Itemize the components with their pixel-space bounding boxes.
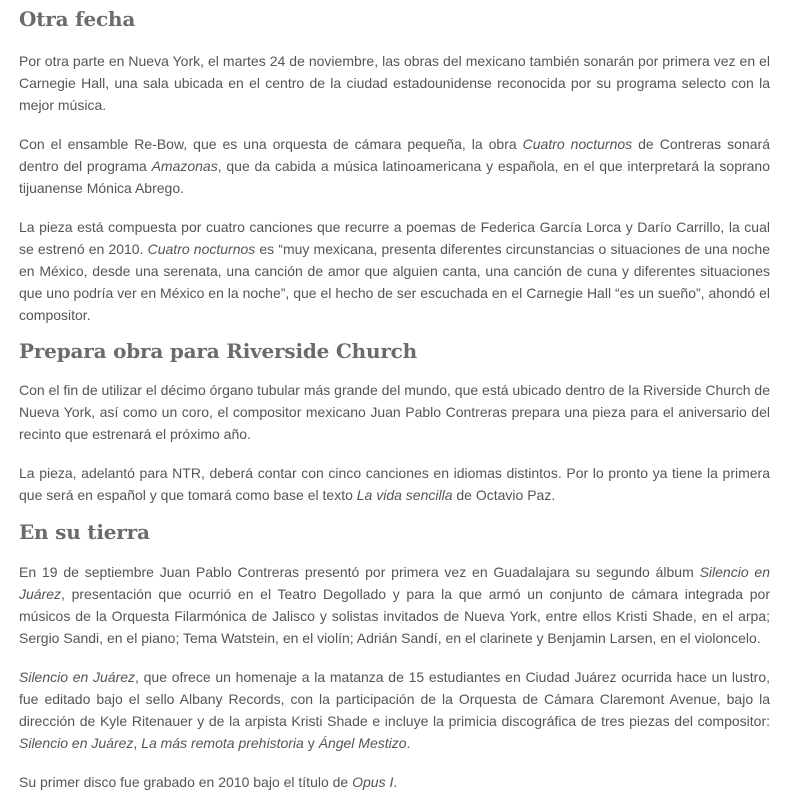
text-run: .	[393, 774, 398, 790]
italic-title: Amazonas	[151, 158, 218, 174]
paragraph	[19, 666, 770, 754]
italic-title: Cuatro nocturnos	[522, 136, 633, 152]
italic-title: La vida sencilla	[356, 487, 453, 503]
text-run: de Octavio Paz.	[452, 487, 556, 503]
text-run: Con el ensamble Re-Bow, que es una orquesta de cámara pequeña, la obra	[19, 136, 523, 152]
text-run: ,	[133, 735, 142, 751]
paragraph	[19, 50, 770, 116]
text-run: , que ofrece un homenaje a la matanza de 15 estudiantes en Ciudad Juárez ocurrida hace un lustro, fue editado bajo el sello Albany Records, con la participación de la Orquesta de Cámara Claremont Avenue, bajo la dirección de Kyle Ritenauer y de la arpista Kristi Shade e incluye la primicia discográfica de tres piezas del compositor:	[19, 669, 770, 729]
italic-title: Silencio en Juárez	[19, 564, 770, 602]
text-run: La pieza está compuesta por cuatro canciones que recurre a poemas de Federica García Lorca y Darío Carrillo, la cual se estrenó en 2010.	[19, 219, 770, 257]
text-run: Por otra parte en Nueva York, el martes 24 de noviembre, las obras del mexicano también sonarán por primera vez en el Carnegie Hall, una sala ubicada en el centro de la ciudad estadounidense reconocida por su programa selecto con la mejor música.	[19, 53, 770, 113]
italic-title: Opus I	[352, 774, 394, 790]
text-run: Su primer disco fue grabado en 2010 bajo el título de	[19, 774, 353, 790]
text-run: .	[406, 735, 411, 751]
paragraph	[19, 216, 770, 326]
text-run: de Contreras sonará dentro del programa	[19, 136, 770, 174]
text-run: , que da cabida a música latinoamericana y española, en el que interpretará la soprano tijuanense Mónica Abrego.	[19, 158, 771, 196]
section-heading: En su tierra	[19, 520, 150, 544]
italic-title: Silencio en Juárez	[19, 669, 136, 685]
italic-title: Silencio en Juárez	[19, 735, 134, 751]
article-body	[19, 0, 770, 793]
section-heading: Prepara obra para Riverside Church	[19, 339, 417, 363]
text-run: , presentación que ocurrió en el Teatro Degollado y para la que armó un conjunto de cámara integrada por músicos de la Orquesta Filarmónica de Jalisco y solistas invitados de Nueva York, entre ellos Kristi Shade, en el arpa; Sergio Sandi, en el piano; Tema Watstein, en el violín; Adrián Sandí, en el clarinete y Benjamin Larsen, en el violoncelo.	[19, 586, 770, 646]
italic-title: Cuatro nocturnos	[147, 241, 256, 257]
text-run: En 19 de septiembre Juan Pablo Contreras presentó por primera vez en Guadalajara su segundo álbum	[19, 564, 700, 580]
section-heading: Otra fecha	[19, 7, 136, 31]
paragraph	[19, 133, 770, 199]
paragraph	[19, 561, 770, 649]
text-run: y	[303, 735, 319, 751]
text-run: es “muy mexicana, presenta diferentes circunstancias o situaciones de una noche en México, desde una serenata, una canción de amor que alguien canta, una canción de cuna y diferentes situaciones que uno podría ver en México en la noche”, que el hecho de ser escuchada en el Carnegie Hall “es un sueño”, ahondó el compositor.	[19, 241, 770, 323]
italic-title: Ángel Mestizo	[318, 735, 407, 751]
paragraph	[19, 462, 770, 506]
text-run: La pieza, adelantó para NTR, deberá contar con cinco canciones en idiomas distintos. Por lo pronto ya tiene la primera que será en español y que tomará como base el texto	[19, 465, 770, 503]
paragraph	[19, 771, 770, 793]
text-run: Con el fin de utilizar el décimo órgano tubular más grande del mundo, que está ubicado dentro de la Riverside Church de Nueva York, así como un coro, el compositor mexicano Juan Pablo Contreras prepara una pieza para el aniversario del recinto que estrenará el próximo año.	[19, 382, 771, 442]
italic-title: La más remota prehistoria	[141, 735, 304, 751]
paragraph	[19, 379, 770, 445]
